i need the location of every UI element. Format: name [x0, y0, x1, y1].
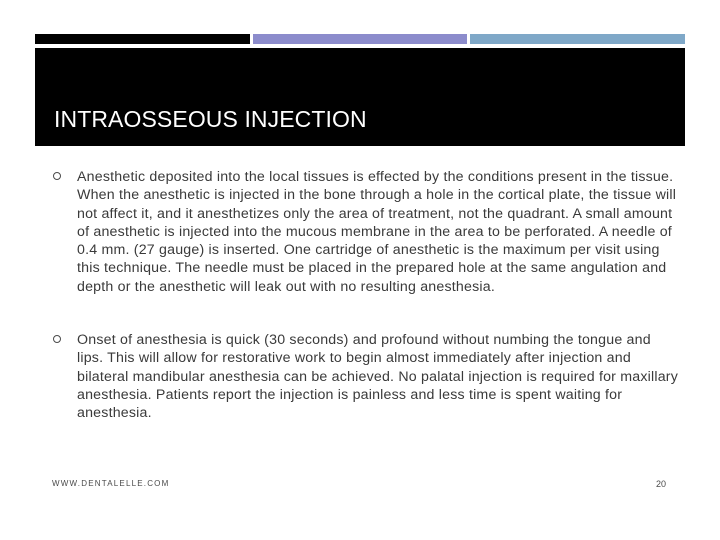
- bullet-text: Onset of anesthesia is quick (30 seconds) and profound without numbing the tongue and lips. This will allow for restorative work to begin almost immediately after injection and bilateral mandibular anesthesia can be achieved. No palatal injection is required for maxillary anesthesia. Patients report the injection is painless and less time is spent waiting for anesthesia.: [77, 332, 679, 422]
- accent-bar-blue: [470, 34, 685, 44]
- hollow-circle-icon: [53, 335, 61, 343]
- bullet-text: Anesthetic deposited into the local tissues is effected by the conditions present in the tissue. When the anesthetic is injected in the bone through a hole in the cortical plate, the tissue will not affect it, and it anesthetizes only the area of treatment, not the quadrant. A small amount of anesthetic is injected into the mucous membrane in the area to be perforated. A needle of 0.4 mm. (27 gauge) is inserted. One cartridge of anesthetic is the maximum per visit using this technique. The needle must be placed in the prepared hole at the same angulation and depth or the anesthetic will leak out with no resulting anesthesia.: [77, 169, 677, 295]
- accent-bar-lavender: [253, 34, 467, 44]
- slide-title: INTRAOSSEOUS INJECTION: [54, 106, 367, 132]
- slide-content: [52, 168, 680, 423]
- bullet-item: [52, 168, 680, 296]
- title-panel: [35, 48, 685, 146]
- footer-url: WWW.DENTALELLE.COM: [52, 479, 170, 488]
- accent-bar-black: [35, 34, 250, 44]
- hollow-circle-icon: [53, 172, 61, 180]
- page-number: 20: [655, 479, 666, 489]
- bullet-item: [52, 331, 680, 422]
